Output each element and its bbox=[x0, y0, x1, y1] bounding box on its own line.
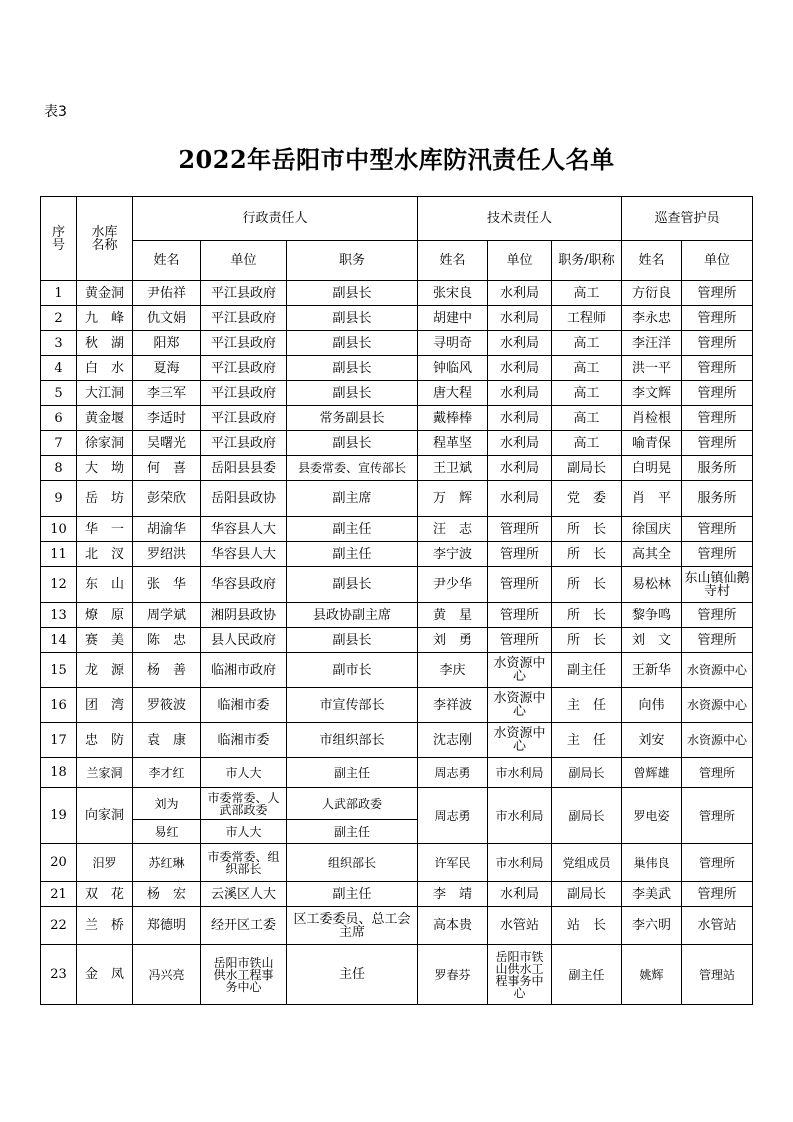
header-reservoir: 水库名称 bbox=[77, 197, 133, 281]
cell-patrol-name: 姚辉 bbox=[622, 945, 682, 1005]
cell-seq: 21 bbox=[41, 882, 77, 907]
cell-admin-name: 李才红 bbox=[133, 758, 201, 788]
cell-tech-name: 李 靖 bbox=[418, 882, 488, 907]
cell-tech-post: 副局长 bbox=[552, 788, 622, 844]
cell-patrol-unit: 管理所 bbox=[682, 603, 753, 628]
cell-patrol-name: 肖检根 bbox=[622, 406, 682, 431]
cell-patrol-name: 高其全 bbox=[622, 542, 682, 567]
cell-admin-post: 市宣传部长 bbox=[287, 688, 418, 723]
cell-patrol-unit: 管理所 bbox=[682, 331, 753, 356]
cell-admin-post: 副主任 bbox=[287, 882, 418, 907]
cell-seq: 18 bbox=[41, 758, 77, 788]
cell-tech-post: 副局长 bbox=[552, 456, 622, 481]
cell-admin-name: 彭荣欣 bbox=[133, 481, 201, 517]
cell-admin-post: 副县长 bbox=[287, 431, 418, 456]
cell-tech-post: 党组成员 bbox=[552, 844, 622, 882]
cell-tech-post: 主 任 bbox=[552, 723, 622, 758]
cell-tech-name: 黄 星 bbox=[418, 603, 488, 628]
cell-admin-post: 副县长 bbox=[287, 331, 418, 356]
cell-reservoir: 九 峰 bbox=[77, 306, 133, 331]
cell-patrol-unit: 水资源中心 bbox=[682, 688, 753, 723]
cell-reservoir: 北 汊 bbox=[77, 542, 133, 567]
cell-tech-name: 唐大程 bbox=[418, 381, 488, 406]
cell-patrol-unit: 水资源中心 bbox=[682, 723, 753, 758]
cell-patrol-name: 曾辉雄 bbox=[622, 758, 682, 788]
cell-patrol-name: 李六明 bbox=[622, 907, 682, 945]
cell-seq: 20 bbox=[41, 844, 77, 882]
cell-tech-name: 钟临风 bbox=[418, 356, 488, 381]
cell-seq: 19 bbox=[41, 788, 77, 844]
cell-admin-unit: 市委常委、组织部长 bbox=[201, 844, 287, 882]
cell-patrol-unit: 东山镇仙鹅寺村 bbox=[682, 567, 753, 603]
cell-admin-post: 副主任 bbox=[287, 542, 418, 567]
cell-patrol-unit: 管理所 bbox=[682, 628, 753, 653]
cell-admin-post: 副县长 bbox=[287, 281, 418, 306]
cell-tech-post: 站 长 bbox=[552, 907, 622, 945]
cell-tech-post: 高工 bbox=[552, 431, 622, 456]
cell-tech-name: 王卫斌 bbox=[418, 456, 488, 481]
cell-tech-name: 李祥波 bbox=[418, 688, 488, 723]
cell-tech-unit: 水利局 bbox=[488, 431, 552, 456]
cell-reservoir: 大 坳 bbox=[77, 456, 133, 481]
cell-seq: 2 bbox=[41, 306, 77, 331]
table-row bbox=[41, 517, 753, 542]
cell-reservoir: 赛 美 bbox=[77, 628, 133, 653]
cell-tech-post: 高工 bbox=[552, 331, 622, 356]
cell-admin-post: 常务副县长 bbox=[287, 406, 418, 431]
cell-admin-post: 主任 bbox=[287, 945, 418, 1005]
cell-admin-unit: 华容县人大 bbox=[201, 542, 287, 567]
cell-admin-unit: 岳阳县政协 bbox=[201, 481, 287, 517]
cell-tech-unit: 水资源中心 bbox=[488, 723, 552, 758]
table-row bbox=[41, 381, 753, 406]
cell-tech-name: 尹少华 bbox=[418, 567, 488, 603]
cell-tech-post: 高工 bbox=[552, 381, 622, 406]
cell-seq: 17 bbox=[41, 723, 77, 758]
cell-tech-name: 李宁波 bbox=[418, 542, 488, 567]
cell-admin-unit: 岳阳县县委 bbox=[201, 456, 287, 481]
cell-admin-name: 胡渝华 bbox=[133, 517, 201, 542]
cell-tech-post: 高工 bbox=[552, 281, 622, 306]
header-patrol-name: 姓名 bbox=[622, 241, 682, 281]
cell-admin-unit: 云溪区人大 bbox=[201, 882, 287, 907]
cell-admin-name: 冯兴亮 bbox=[133, 945, 201, 1005]
cell-seq: 10 bbox=[41, 517, 77, 542]
cell-tech-unit: 管理所 bbox=[488, 628, 552, 653]
cell-patrol-unit: 管理所 bbox=[682, 517, 753, 542]
cell-reservoir: 大江洞 bbox=[77, 381, 133, 406]
cell-patrol-unit: 服务所 bbox=[682, 481, 753, 517]
cell-admin-name: 罗筱波 bbox=[133, 688, 201, 723]
cell-patrol-unit: 管理所 bbox=[682, 431, 753, 456]
cell-tech-unit: 水利局 bbox=[488, 456, 552, 481]
header-patrol-unit: 单位 bbox=[682, 241, 753, 281]
header-admin-name: 姓名 bbox=[133, 241, 201, 281]
cell-admin-post: 人武部政委 bbox=[287, 788, 418, 820]
cell-admin-post: 副主任 bbox=[287, 758, 418, 788]
cell-admin-name: 吴曙光 bbox=[133, 431, 201, 456]
cell-admin-post: 市组织部长 bbox=[287, 723, 418, 758]
table-row bbox=[41, 306, 753, 331]
cell-tech-unit: 水利局 bbox=[488, 306, 552, 331]
cell-tech-post: 副主任 bbox=[552, 653, 622, 688]
cell-patrol-unit: 服务所 bbox=[682, 456, 753, 481]
cell-reservoir: 汨罗 bbox=[77, 844, 133, 882]
cell-patrol-name: 李汪洋 bbox=[622, 331, 682, 356]
cell-patrol-name: 巢伟良 bbox=[622, 844, 682, 882]
table-row bbox=[41, 331, 753, 356]
cell-admin-name: 李三军 bbox=[133, 381, 201, 406]
cell-tech-name: 刘 勇 bbox=[418, 628, 488, 653]
cell-patrol-unit: 管理所 bbox=[682, 406, 753, 431]
cell-patrol-name: 黎争鸣 bbox=[622, 603, 682, 628]
cell-tech-post: 所 长 bbox=[552, 567, 622, 603]
cell-admin-unit: 平江县政府 bbox=[201, 331, 287, 356]
cell-patrol-unit: 水管站 bbox=[682, 907, 753, 945]
cell-seq: 8 bbox=[41, 456, 77, 481]
header-seq: 序号 bbox=[41, 197, 77, 281]
table-row bbox=[41, 907, 753, 945]
cell-reservoir: 兰家洞 bbox=[77, 758, 133, 788]
header-tech-group: 技术责任人 bbox=[418, 197, 622, 241]
cell-tech-post: 党 委 bbox=[552, 481, 622, 517]
table-row bbox=[41, 882, 753, 907]
cell-admin-post: 县政协副主席 bbox=[287, 603, 418, 628]
cell-admin-post: 副县长 bbox=[287, 381, 418, 406]
cell-tech-name: 汪 志 bbox=[418, 517, 488, 542]
cell-tech-unit: 管理所 bbox=[488, 567, 552, 603]
cell-reservoir: 黄金堰 bbox=[77, 406, 133, 431]
cell-admin-unit: 岳阳市铁山供水工程事务中心 bbox=[201, 945, 287, 1005]
cell-admin-name: 杨 宏 bbox=[133, 882, 201, 907]
cell-tech-unit: 市水利局 bbox=[488, 788, 552, 844]
cell-reservoir: 华 一 bbox=[77, 517, 133, 542]
cell-tech-post: 所 长 bbox=[552, 542, 622, 567]
cell-tech-name: 周志勇 bbox=[418, 788, 488, 844]
table-row bbox=[41, 653, 753, 688]
cell-admin-post: 副主席 bbox=[287, 481, 418, 517]
cell-reservoir: 向家洞 bbox=[77, 788, 133, 844]
cell-admin-unit: 市人大 bbox=[201, 820, 287, 844]
cell-patrol-name: 易松林 bbox=[622, 567, 682, 603]
cell-reservoir: 黄金洞 bbox=[77, 281, 133, 306]
cell-admin-unit: 华容县人大 bbox=[201, 517, 287, 542]
cell-admin-name: 郑德明 bbox=[133, 907, 201, 945]
table-row bbox=[41, 567, 753, 603]
header-admin-unit: 单位 bbox=[201, 241, 287, 281]
cell-tech-unit: 水利局 bbox=[488, 406, 552, 431]
cell-admin-post: 组织部长 bbox=[287, 844, 418, 882]
cell-admin-unit: 平江县政府 bbox=[201, 381, 287, 406]
cell-tech-post: 所 长 bbox=[552, 603, 622, 628]
cell-tech-name: 寻明奇 bbox=[418, 331, 488, 356]
cell-admin-post: 副县长 bbox=[287, 567, 418, 603]
cell-admin-name: 苏红琳 bbox=[133, 844, 201, 882]
cell-tech-unit: 水资源中心 bbox=[488, 688, 552, 723]
header-tech-name: 姓名 bbox=[418, 241, 488, 281]
header-tech-unit: 单位 bbox=[488, 241, 552, 281]
cell-admin-unit: 平江县政府 bbox=[201, 281, 287, 306]
cell-admin-name: 何 喜 bbox=[133, 456, 201, 481]
responsibility-table bbox=[40, 196, 753, 1005]
cell-seq: 15 bbox=[41, 653, 77, 688]
cell-patrol-unit: 管理所 bbox=[682, 356, 753, 381]
cell-patrol-name: 李文辉 bbox=[622, 381, 682, 406]
cell-patrol-name: 徐国庆 bbox=[622, 517, 682, 542]
cell-reservoir: 徐家洞 bbox=[77, 431, 133, 456]
cell-seq: 9 bbox=[41, 481, 77, 517]
cell-admin-name: 仇文娟 bbox=[133, 306, 201, 331]
cell-admin-unit: 平江县政府 bbox=[201, 431, 287, 456]
cell-patrol-unit: 管理所 bbox=[682, 882, 753, 907]
cell-admin-post: 县委常委、宣传部长 bbox=[287, 456, 418, 481]
cell-tech-unit: 水利局 bbox=[488, 381, 552, 406]
cell-tech-unit: 水管站 bbox=[488, 907, 552, 945]
cell-admin-post: 副县长 bbox=[287, 356, 418, 381]
cell-patrol-unit: 管理所 bbox=[682, 281, 753, 306]
cell-seq: 23 bbox=[41, 945, 77, 1005]
cell-admin-post: 副县长 bbox=[287, 306, 418, 331]
cell-reservoir: 龙 源 bbox=[77, 653, 133, 688]
cell-admin-post: 副主任 bbox=[287, 820, 418, 844]
cell-admin-post: 副主任 bbox=[287, 517, 418, 542]
cell-admin-unit: 市人大 bbox=[201, 758, 287, 788]
document-title: 2022年岳阳市中型水库防汛责任人名单 bbox=[178, 145, 615, 174]
cell-tech-post: 高工 bbox=[552, 406, 622, 431]
cell-patrol-unit: 管理所 bbox=[682, 381, 753, 406]
table-row bbox=[41, 456, 753, 481]
cell-admin-unit: 平江县政府 bbox=[201, 406, 287, 431]
cell-admin-name: 罗绍洪 bbox=[133, 542, 201, 567]
cell-patrol-name: 方衍良 bbox=[622, 281, 682, 306]
cell-admin-unit: 临湘市政府 bbox=[201, 653, 287, 688]
cell-reservoir: 忠 防 bbox=[77, 723, 133, 758]
cell-tech-unit: 水利局 bbox=[488, 356, 552, 381]
cell-tech-name: 沈志刚 bbox=[418, 723, 488, 758]
cell-tech-post: 副局长 bbox=[552, 758, 622, 788]
cell-seq: 1 bbox=[41, 281, 77, 306]
cell-tech-unit: 管理所 bbox=[488, 542, 552, 567]
header-admin-post: 职务 bbox=[287, 241, 418, 281]
cell-tech-post: 主 任 bbox=[552, 688, 622, 723]
cell-tech-unit: 市水利局 bbox=[488, 758, 552, 788]
cell-admin-name: 杨 善 bbox=[133, 653, 201, 688]
cell-seq: 6 bbox=[41, 406, 77, 431]
cell-seq: 3 bbox=[41, 331, 77, 356]
cell-tech-name: 万 辉 bbox=[418, 481, 488, 517]
cell-patrol-name: 李美武 bbox=[622, 882, 682, 907]
cell-tech-name: 张宋良 bbox=[418, 281, 488, 306]
cell-patrol-name: 喻青保 bbox=[622, 431, 682, 456]
header-admin-group: 行政责任人 bbox=[133, 197, 418, 241]
cell-seq: 5 bbox=[41, 381, 77, 406]
table-row bbox=[41, 431, 753, 456]
cell-reservoir: 兰 桥 bbox=[77, 907, 133, 945]
cell-seq: 11 bbox=[41, 542, 77, 567]
cell-patrol-name: 罗电姿 bbox=[622, 788, 682, 844]
cell-patrol-unit: 管理所 bbox=[682, 306, 753, 331]
cell-tech-name: 胡建中 bbox=[418, 306, 488, 331]
cell-tech-name: 罗春芬 bbox=[418, 945, 488, 1005]
cell-tech-unit: 岳阳市铁山供水工程事务中心 bbox=[488, 945, 552, 1005]
cell-admin-name: 袁 康 bbox=[133, 723, 201, 758]
cell-admin-name: 张 华 bbox=[133, 567, 201, 603]
table-row bbox=[41, 723, 753, 758]
cell-seq: 7 bbox=[41, 431, 77, 456]
cell-tech-name: 高本贵 bbox=[418, 907, 488, 945]
cell-tech-unit: 水利局 bbox=[488, 331, 552, 356]
table-row bbox=[41, 603, 753, 628]
cell-patrol-name: 向伟 bbox=[622, 688, 682, 723]
cell-admin-name: 陈 忠 bbox=[133, 628, 201, 653]
cell-reservoir: 白 水 bbox=[77, 356, 133, 381]
cell-patrol-unit: 管理所 bbox=[682, 788, 753, 844]
cell-patrol-unit: 水资源中心 bbox=[682, 653, 753, 688]
cell-admin-unit: 平江县政府 bbox=[201, 356, 287, 381]
cell-patrol-unit: 管理所 bbox=[682, 758, 753, 788]
table-row bbox=[41, 628, 753, 653]
cell-tech-unit: 市水利局 bbox=[488, 844, 552, 882]
cell-reservoir: 秋 湖 bbox=[77, 331, 133, 356]
cell-tech-unit: 水资源中心 bbox=[488, 653, 552, 688]
cell-seq: 14 bbox=[41, 628, 77, 653]
cell-patrol-unit: 管理站 bbox=[682, 945, 753, 1005]
table-row bbox=[41, 542, 753, 567]
header-patrol-group: 巡查管护员 bbox=[622, 197, 753, 241]
cell-admin-name: 阳郑 bbox=[133, 331, 201, 356]
cell-patrol-unit: 管理所 bbox=[682, 844, 753, 882]
cell-reservoir: 双 花 bbox=[77, 882, 133, 907]
cell-seq: 12 bbox=[41, 567, 77, 603]
table-row bbox=[41, 481, 753, 517]
cell-admin-name: 尹佑祥 bbox=[133, 281, 201, 306]
cell-tech-post: 高工 bbox=[552, 356, 622, 381]
cell-patrol-name: 李永忠 bbox=[622, 306, 682, 331]
cell-tech-unit: 管理所 bbox=[488, 603, 552, 628]
cell-reservoir: 金 凤 bbox=[77, 945, 133, 1005]
cell-admin-post: 副市长 bbox=[287, 653, 418, 688]
cell-tech-unit: 水利局 bbox=[488, 281, 552, 306]
cell-admin-post: 副县长 bbox=[287, 628, 418, 653]
cell-tech-name: 李庆 bbox=[418, 653, 488, 688]
table-row bbox=[41, 688, 753, 723]
table-label: 表3 bbox=[44, 104, 67, 120]
cell-admin-unit: 经开区工委 bbox=[201, 907, 287, 945]
cell-admin-name: 周学斌 bbox=[133, 603, 201, 628]
cell-admin-name: 刘为 bbox=[133, 788, 201, 820]
table-row bbox=[41, 758, 753, 788]
cell-tech-name: 程革坚 bbox=[418, 431, 488, 456]
cell-admin-name: 夏海 bbox=[133, 356, 201, 381]
cell-reservoir: 团 湾 bbox=[77, 688, 133, 723]
cell-patrol-name: 白明晃 bbox=[622, 456, 682, 481]
cell-admin-post: 区工委委员、总工会主席 bbox=[287, 907, 418, 945]
table-row bbox=[41, 406, 753, 431]
cell-tech-unit: 管理所 bbox=[488, 517, 552, 542]
cell-admin-unit: 平江县政府 bbox=[201, 306, 287, 331]
header-tech-post: 职务/职称 bbox=[552, 241, 622, 281]
cell-patrol-name: 刘 文 bbox=[622, 628, 682, 653]
cell-patrol-name: 刘安 bbox=[622, 723, 682, 758]
cell-seq: 16 bbox=[41, 688, 77, 723]
cell-admin-name: 李适时 bbox=[133, 406, 201, 431]
cell-admin-unit: 湘阴县政协 bbox=[201, 603, 287, 628]
cell-admin-unit: 华容县政府 bbox=[201, 567, 287, 603]
cell-patrol-name: 王新华 bbox=[622, 653, 682, 688]
cell-tech-post: 工程师 bbox=[552, 306, 622, 331]
cell-admin-unit: 临湘市委 bbox=[201, 723, 287, 758]
table-row bbox=[41, 788, 753, 820]
cell-reservoir: 东 山 bbox=[77, 567, 133, 603]
cell-patrol-unit: 管理所 bbox=[682, 542, 753, 567]
cell-tech-post: 副主任 bbox=[552, 945, 622, 1005]
cell-tech-name: 戴棒棒 bbox=[418, 406, 488, 431]
cell-tech-unit: 水利局 bbox=[488, 882, 552, 907]
table-row bbox=[41, 281, 753, 306]
cell-tech-name: 周志勇 bbox=[418, 758, 488, 788]
cell-admin-unit: 县人民政府 bbox=[201, 628, 287, 653]
cell-patrol-name: 洪一平 bbox=[622, 356, 682, 381]
cell-admin-unit: 临湘市委 bbox=[201, 688, 287, 723]
table-row bbox=[41, 844, 753, 882]
cell-admin-name: 易红 bbox=[133, 820, 201, 844]
cell-reservoir: 岳 坊 bbox=[77, 481, 133, 517]
cell-admin-unit: 市委常委、人武部政委 bbox=[201, 788, 287, 820]
table-row bbox=[41, 945, 753, 1005]
cell-tech-name: 许军民 bbox=[418, 844, 488, 882]
cell-reservoir: 燎 原 bbox=[77, 603, 133, 628]
cell-tech-unit: 水利局 bbox=[488, 481, 552, 517]
cell-seq: 4 bbox=[41, 356, 77, 381]
table-row bbox=[41, 356, 753, 381]
cell-seq: 13 bbox=[41, 603, 77, 628]
cell-tech-post: 所 长 bbox=[552, 517, 622, 542]
cell-tech-post: 副局长 bbox=[552, 882, 622, 907]
cell-tech-post: 所 长 bbox=[552, 628, 622, 653]
cell-patrol-name: 肖 平 bbox=[622, 481, 682, 517]
cell-seq: 22 bbox=[41, 907, 77, 945]
